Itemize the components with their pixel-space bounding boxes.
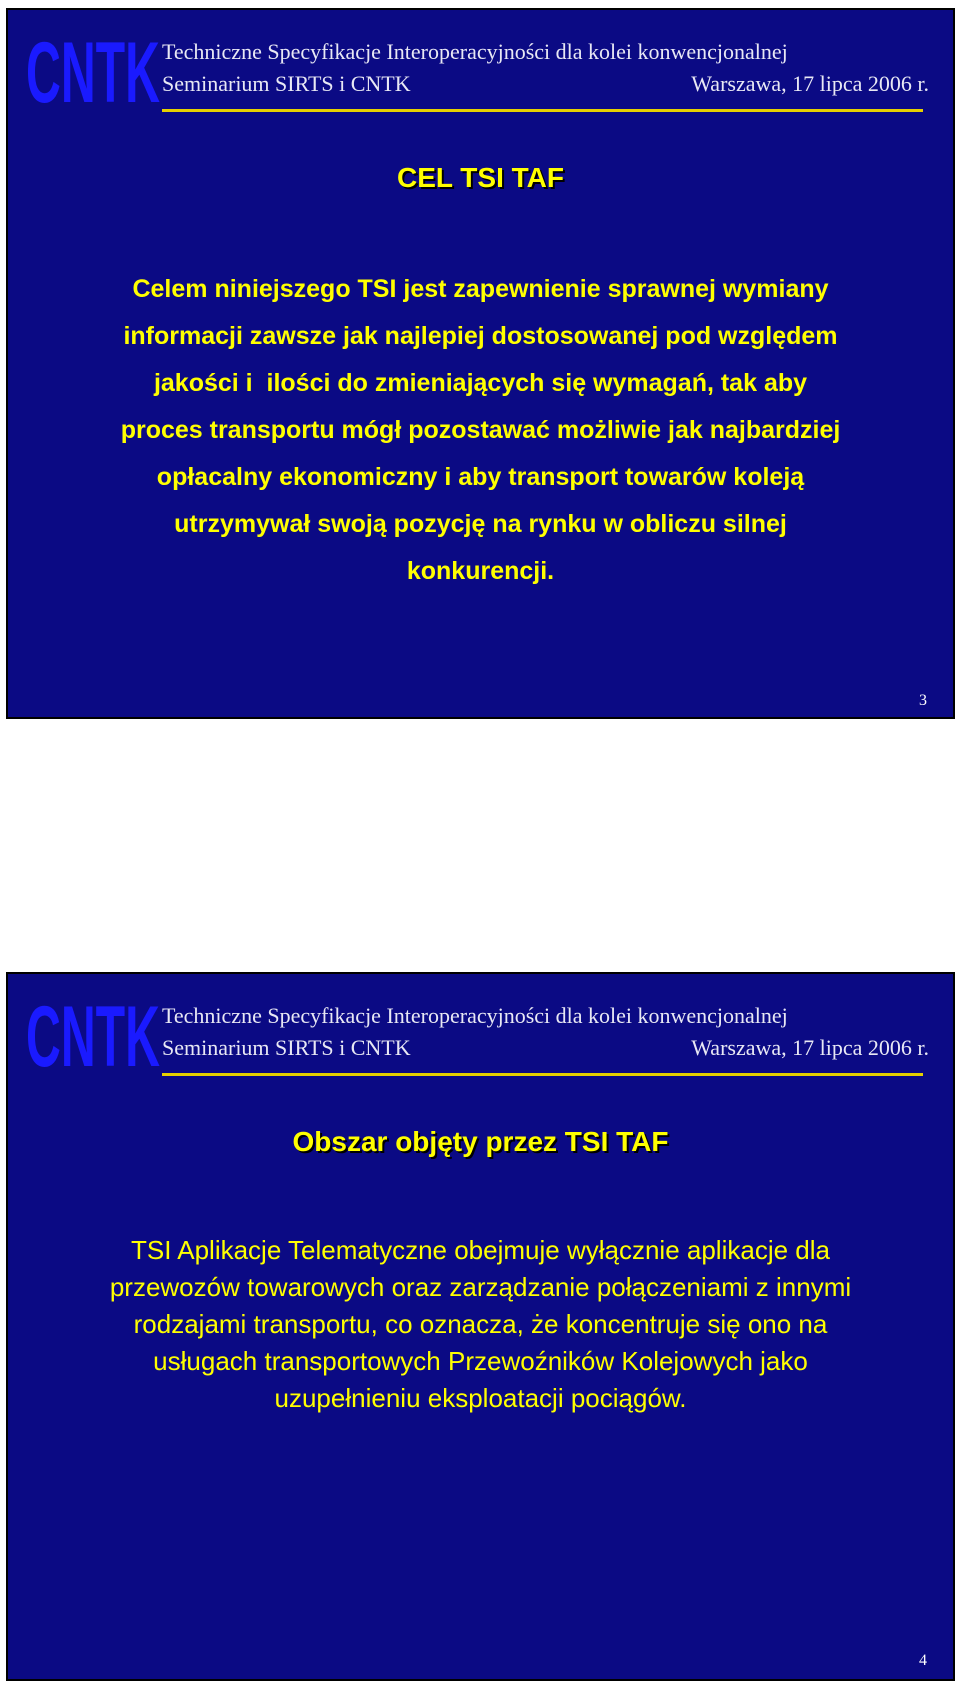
- body-line: informacji zawsze jak najlepiej dostosowanej pod względem: [123, 322, 838, 350]
- slide-body: [28, 1232, 933, 1417]
- body-line: usługach transportowych Przewoźników Kolejowych jako: [153, 1346, 808, 1376]
- cntk-logo: [24, 26, 164, 110]
- svg-text:CNTK: CNTK: [26, 26, 160, 110]
- header-title: Techniczne Specyfikacje Interoperacyjności dla kolei konwencjonalnej: [162, 39, 788, 64]
- body-line: konkurencji.: [406, 557, 555, 585]
- body-line: jakości i ilości do zmieniających się wymagań, tak aby: [153, 369, 808, 397]
- body-line: opłacalny ekonomiczny i aby transport towarów koleją: [156, 463, 805, 491]
- header-date: Warszawa, 17 lipca 2006 r.: [691, 1035, 929, 1060]
- body-line: uzupełnieniu eksploatacji pociągów.: [274, 1383, 687, 1413]
- body-line: utrzymywał swoją pozycję na rynku w obliczu silnej: [174, 510, 787, 538]
- header-title: Techniczne Specyfikacje Interoperacyjności dla kolei konwencjonalnej: [162, 1003, 788, 1028]
- page-number: 4: [919, 1652, 927, 1669]
- body-line: przewozów towarowych oraz zarządzanie połączeniami z innymi: [109, 1272, 852, 1302]
- slide-3: [6, 8, 955, 719]
- slide-body: [28, 266, 933, 595]
- body-line: rodzajami transportu, co oznacza, że koncentruje się ono na: [133, 1309, 828, 1339]
- cntk-logo: [24, 990, 164, 1074]
- page-number: 3: [919, 692, 927, 709]
- header-seminar: Seminarium SIRTS i CNTK: [162, 71, 411, 96]
- slide-4: [6, 972, 955, 1681]
- header-date: Warszawa, 17 lipca 2006 r.: [691, 71, 929, 96]
- body-line: TSI Aplikacje Telematyczne obejmuje wyłącznie aplikacje dla: [131, 1235, 830, 1265]
- svg-text:CNTK: CNTK: [26, 990, 160, 1074]
- header-divider: [162, 1073, 923, 1076]
- body-line: proces transportu mógł pozostawać możliwie jak najbardziej: [120, 416, 841, 444]
- slide-title: CEL TSI TAF: [397, 162, 564, 193]
- slide-title: Obszar objęty przez TSI TAF: [292, 1126, 669, 1157]
- header-seminar: Seminarium SIRTS i CNTK: [162, 1035, 411, 1060]
- body-line: Celem niniejszego TSI jest zapewnienie sprawnej wymiany: [132, 275, 829, 303]
- header-divider: [162, 109, 923, 112]
